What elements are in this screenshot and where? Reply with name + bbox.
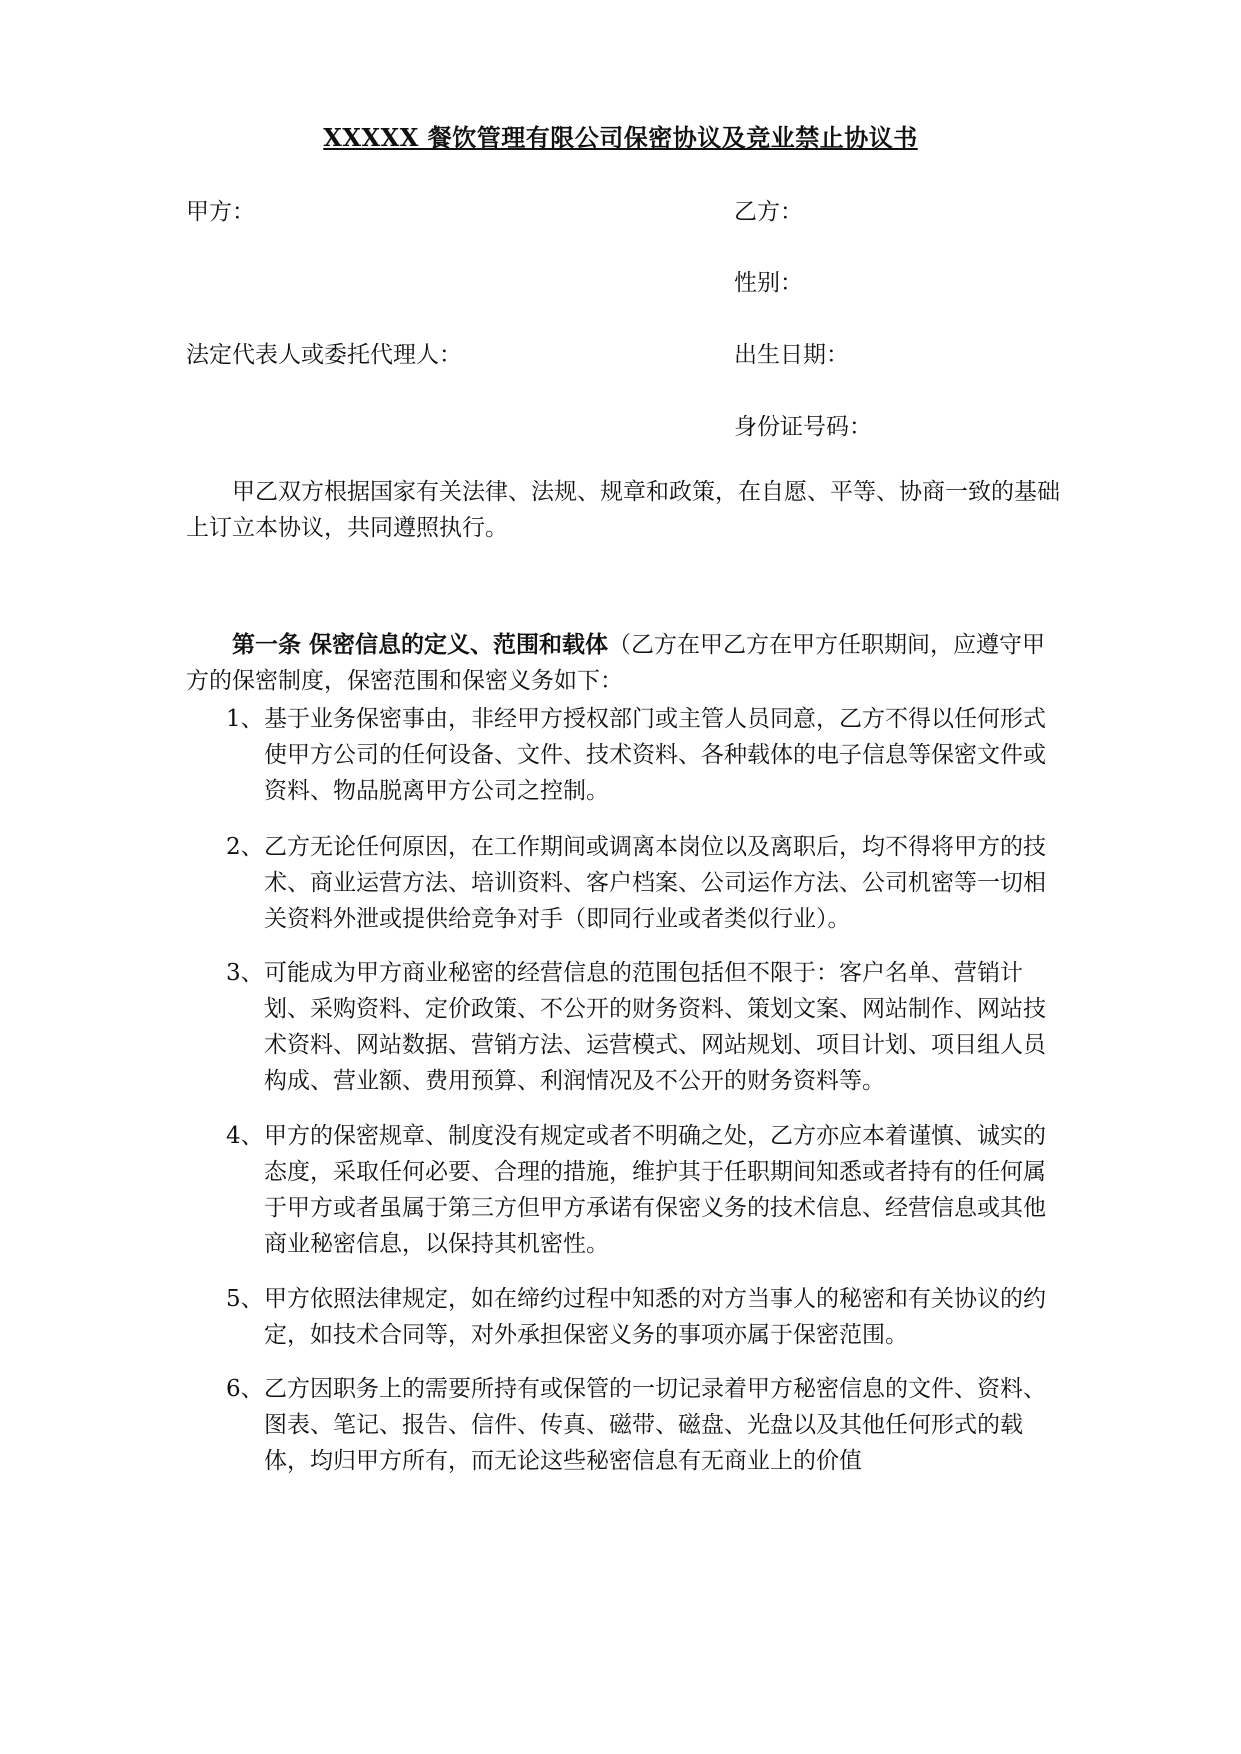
article-1-intro: （乙方在甲乙方在甲方任职期间，应遵守甲方的保密制度，保密范围和保密义务如下：	[186, 632, 1046, 694]
list-item-number: 5、	[226, 1286, 264, 1312]
list-item-number: 2、	[226, 834, 264, 860]
list-item	[226, 955, 1066, 1099]
list-item-number: 3、	[226, 960, 264, 986]
list-item-number: 4、	[226, 1123, 264, 1149]
preamble-text: 甲乙双方根据国家有关法律、法规、规章和政策，在自愿、平等、协商一致的基础上订立本协议，共同遵照执行。	[186, 479, 1060, 541]
list-item-text: 乙方因职务上的需要所持有或保管的一切记录着甲方秘密信息的文件、资料、图表、笔记、报告、信件、传真、磁带、磁盘、光盘以及其他任何形式的载体，均归甲方所有，而无论这些秘密信息有无商业上的价值	[264, 1376, 1046, 1474]
list-item	[226, 1118, 1066, 1262]
preamble-paragraph	[186, 474, 1066, 546]
article-1-heading: 第一条 保密信息的定义、范围和载体	[232, 631, 609, 658]
list-item	[226, 701, 1066, 809]
list-item-text: 可能成为甲方商业秘密的经营信息的范围包括但不限于：客户名单、营销计划、采购资料、定价政策、不公开的财务资料、策划文案、网站制作、网站技术资料、网站数据、营销方法、运营模式、网站规划、项目计划、项目组人员构成、营业额、费用预算、利润情况及不公开的财务资料等。	[264, 960, 1046, 1094]
party-a-label: 甲方：	[186, 199, 255, 225]
list-item	[226, 829, 1066, 937]
list-item-text: 乙方无论任何原因，在工作期间或调离本岗位以及离职后，均不得将甲方的技术、商业运营方法、培训资料、客户档案、公司运作方法、公司机密等一切相关资料外泄或提供给竞争对手（即同行业或者类似行业）。	[264, 834, 1046, 932]
article-1-paragraph	[186, 627, 1066, 699]
list-item-text: 甲方的保密规章、制度没有规定或者不明确之处，乙方亦应本着谨慎、诚实的态度，采取任何必要、合理的措施，维护其于任职期间知悉或者持有的任何属于甲方或者虽属于第三方但甲方承诺有保密义务的技术信息、经营信息或其他商业秘密信息，以保持其机密性。	[264, 1123, 1046, 1257]
list-item-text: 甲方依照法律规定，如在缔约过程中知悉的对方当事人的秘密和有关协议的约定，如技术合同等，对外承担保密义务的事项亦属于保密范围。	[264, 1286, 1046, 1348]
list-item-number: 1、	[226, 706, 264, 732]
list-item	[226, 1371, 1066, 1479]
party-b-label: 乙方：	[734, 199, 803, 225]
list-item-number: 6、	[226, 1376, 264, 1402]
document-title: XXXXX 餐饮管理有限公司保密协议及竞业禁止协议书	[323, 123, 918, 152]
id-number-label: 身份证号码：	[734, 414, 872, 440]
list-item	[226, 1281, 1066, 1353]
birth-date-label: 出生日期：	[734, 342, 849, 368]
gender-label: 性别：	[734, 270, 803, 296]
list-item-text: 基于业务保密事由，非经甲方授权部门或主管人员同意，乙方不得以任何形式使甲方公司的任何设备、文件、技术资料、各种载体的电子信息等保密文件或资料、物品脱离甲方公司之控制。	[264, 706, 1046, 804]
legal-representative-label: 法定代表人或委托代理人：	[186, 342, 462, 368]
